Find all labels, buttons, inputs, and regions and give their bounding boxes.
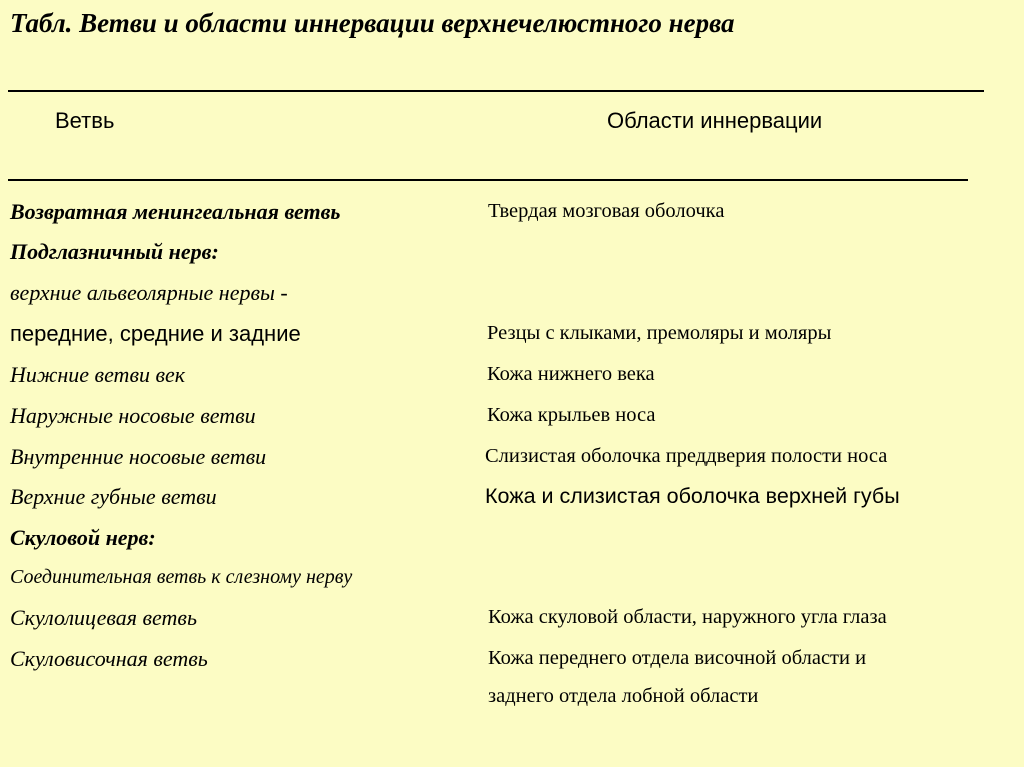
area-cell: Кожа нижнего века: [487, 363, 655, 385]
branch-cell: Скуловой нерв:: [10, 525, 156, 550]
branch-cell: верхние альвеолярные нервы -: [10, 280, 288, 305]
branch-cell: Скуловисочная ветвь: [10, 646, 208, 671]
branch-cell: Внутренние носовые ветви: [10, 444, 267, 469]
area-cell: Резцы с клыками, премоляры и моляры: [487, 322, 832, 344]
header-top-rule: [8, 90, 984, 92]
area-cell-continuation: заднего отдела лобной области: [488, 685, 759, 707]
area-cell: Слизистая оболочка преддверия полости носа: [485, 445, 888, 467]
branch-cell: Скулолицевая ветвь: [10, 605, 197, 630]
branch-cell: Нижние ветви век: [10, 362, 186, 387]
header-bottom-rule: [8, 179, 968, 181]
area-cell: Кожа крыльев носа: [487, 404, 656, 426]
branch-cell: Подглазничный нерв:: [10, 239, 219, 264]
branch-cell: передние, средние и задние: [10, 321, 301, 346]
area-cell: Твердая мозговая оболочка: [488, 200, 725, 222]
area-cell: Кожа переднего отдела височной области и: [488, 647, 867, 669]
branch-cell: Верхние губные ветви: [10, 484, 217, 509]
table-title: Табл. Ветви и области иннервации верхнечелюстного нерва: [10, 8, 735, 38]
column-header-area: Области иннервации: [607, 108, 823, 133]
branch-cell: Соединительная ветвь к слезному нерву: [10, 566, 353, 588]
area-cell: Кожа и слизистая оболочка верхней губы: [485, 484, 900, 508]
branch-cell: Возвратная менингеальная ветвь: [10, 199, 341, 224]
area-cell: Кожа скуловой области, наружного угла глаза: [488, 606, 887, 628]
column-header-branch: Ветвь: [55, 108, 115, 133]
branch-cell: Наружные носовые ветви: [10, 403, 256, 428]
